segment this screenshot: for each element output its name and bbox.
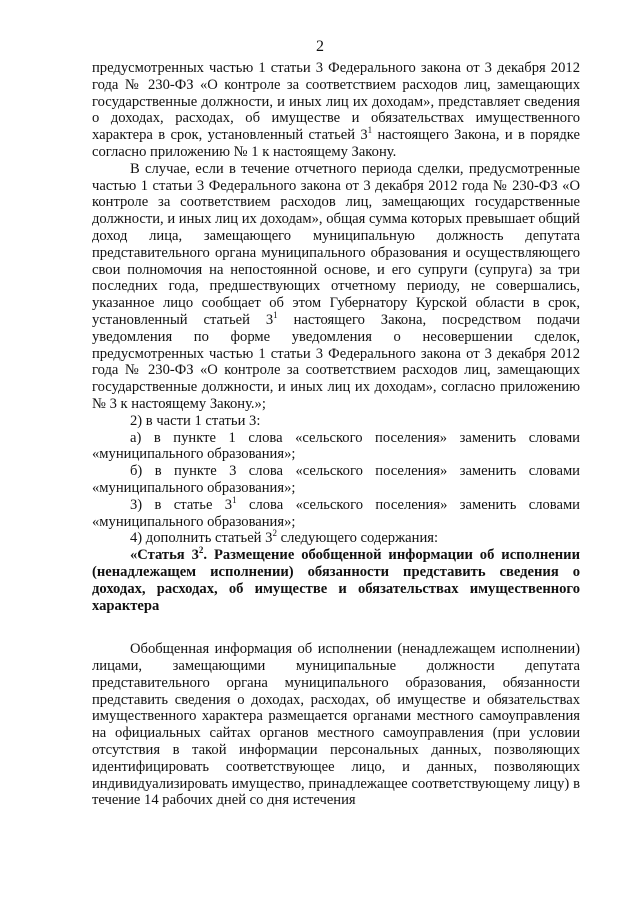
- document-body: [92, 60, 580, 809]
- paragraph-2: В случае, если в течение отчетного периода сделки, предусмотренные частью 1 статьи 3 Федерального закона от 3 декабря 2012 года № 230-ФЗ «О контроле за соответствием расходов лиц, замещающих государственные должности, и иных лиц их доходам», общая сумма которых превышает общий доход лица, замещающего муниципальную должность депутата представительного органа муниципального образования и осуществляющего свои полномочия на непостоянной основе, и его супруги (супруга) за три последних года, предшествующих отчетному периоду, не совершались, указанное лицо сообщает об этом Губернатору Курской области в срок, установленный статьей $3^1$ настоящего Закона, посредством подачи уведомления по форме уведомления о несовершении сделок, предусмотренных частью 1 статьи 3 Федерального закона от 3 декабря 2012 года № 230-ФЗ «О контроле за соответствием расходов лиц, замещающих государственные должности, и иных лиц их доходам», согласно приложению № 3 к настоящему Закону.»;: [92, 160, 580, 412]
- paragraph-1: предусмотренных частью 1 статьи 3 Федерального закона от 3 декабря 2012 года № 230-ФЗ «О контроле за соответствием расходов лиц, замещающих государственные должности, и иных лиц их доходам», представляет сведения о доходах, расходах, об имуществе и обязательствах имущественного характера в срок, установленный статьей $3^1$ настоящего Закона, и в порядке согласно приложению № 1 к настоящему Закону.: [92, 60, 580, 160]
- paragraph-8: Обобщенная информация об исполнении (ненадлежащем исполнении) лицами, замещающими муниципальные должности депутата представительного органа муниципального образования, обязанности представить сведения о доходах, расходах, об имуществе и обязательствах имущественного характера размещается органами местного самоуправления на официальных сайтах органов местного самоуправления (при условии отсутствия в такой информации персональных данных, позволяющих идентифицировать соответствующее лицо, и данных, позволяющих индивидуализировать имущество, принадлежащее соответствующему лицу) в течение 14 рабочих дней со дня истечения: [92, 641, 580, 809]
- paragraph-7: 4) дополнить статьей $3^2$ следующего содержания:: [130, 528, 439, 547]
- paragraph-3: 2) в части 1 статьи 3:: [130, 412, 261, 429]
- paragraph-5: б) в пункте 3 слова «сельского поселения» заменить словами «муниципального образования»;: [92, 463, 580, 496]
- page-number: 2: [316, 38, 324, 55]
- spacer: [92, 614, 580, 641]
- paragraph-4: а) в пункте 1 слова «сельского поселения» заменить словами «муниципального образования»;: [92, 429, 580, 463]
- article-heading: «Статья $3^2$. Размещение обобщенной информации об исполнении (ненадлежащем исполнении) обязанности представить сведения о доходах, расходах, об имуществе и обязательствах имущественного характера: [92, 545, 580, 614]
- paragraph-6: 3) в статье $3^1$ слова «сельского поселения» заменить словами «муниципального образования»;: [92, 494, 580, 530]
